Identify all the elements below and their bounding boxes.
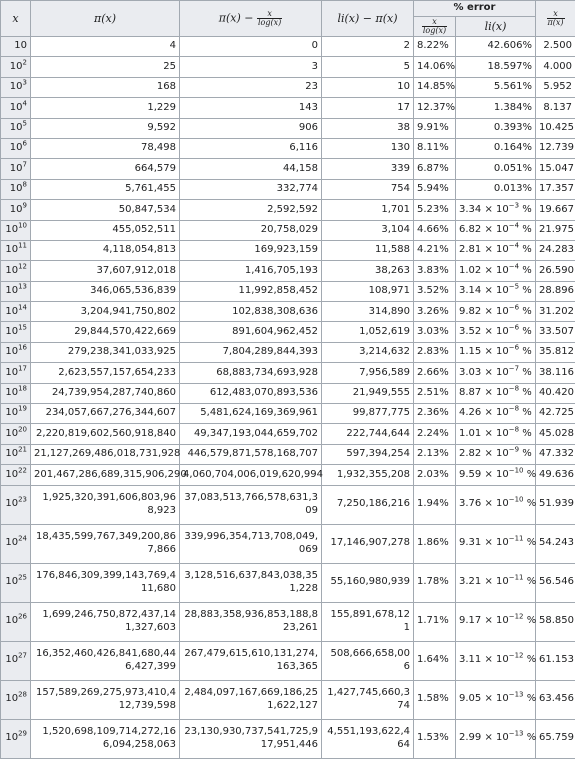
cell-li-minus-pi: 11,588 [322, 240, 414, 260]
cell-pi: 2,220,819,602,560,918,840 [31, 424, 180, 444]
cell-x: $10^7$ [1, 159, 31, 179]
cell-pi: 1,520,698,109,714,272,166,094,258,063 [31, 719, 180, 758]
cell-pi-minus: 612,483,070,893,536 [180, 383, 322, 403]
cell-error-log: 2.03% [414, 465, 456, 485]
cell-li-minus-pi: 1,052,619 [322, 322, 414, 342]
cell-error-li: $8.87 \times 10^{-8}$ % [456, 383, 536, 403]
table-row [1, 159, 575, 179]
cell-error-li: $3.76 \times 10^{-10}$ % [456, 485, 536, 524]
table-row [1, 563, 575, 602]
cell-pi-minus: 1,416,705,193 [180, 261, 322, 281]
cell-error-log: 8.11% [414, 138, 456, 158]
cell-ratio: 45.028 [536, 424, 575, 444]
cell-x: $10^{16}$ [1, 342, 31, 362]
cell-pi-minus: 6,116 [180, 138, 322, 158]
cell-error-log: 1.64% [414, 641, 456, 680]
cell-pi-minus: 20,758,029 [180, 220, 322, 240]
cell-x: $10^{23}$ [1, 485, 31, 524]
cell-error-li: $1.01 \times 10^{-8}$ % [456, 424, 536, 444]
cell-li-minus-pi: 508,666,658,006 [322, 641, 414, 680]
cell-x: $10^{12}$ [1, 261, 31, 281]
cell-li-minus-pi: 17 [322, 98, 414, 118]
fraction-x-over-log-x-sub: $\frac{x}{\log(x)}$ [422, 17, 447, 35]
cell-li-minus-pi: 130 [322, 138, 414, 158]
table-row [1, 261, 575, 281]
header-x: x [1, 1, 31, 37]
cell-x: $10^{21}$ [1, 444, 31, 464]
cell-x: $10^{22}$ [1, 465, 31, 485]
cell-li-minus-pi: 1,932,355,208 [322, 465, 414, 485]
cell-pi: 29,844,570,422,669 [31, 322, 180, 342]
cell-error-li: 0.164% [456, 138, 536, 158]
table-row [1, 602, 575, 641]
table-row [1, 200, 575, 220]
cell-ratio: 5.952 [536, 77, 575, 97]
cell-pi-minus: 7,804,289,844,393 [180, 342, 322, 362]
cell-x: $10^{18}$ [1, 383, 31, 403]
table-row [1, 240, 575, 260]
cell-li-minus-pi: 222,744,644 [322, 424, 414, 444]
table-row [1, 719, 575, 758]
cell-pi: 25 [31, 57, 180, 77]
cell-pi-minus: 891,604,962,452 [180, 322, 322, 342]
header-pi-minus-x-over-log: π(x) − $\frac{x}{\log(x)}$ [180, 1, 322, 37]
cell-x: $10^{28}$ [1, 680, 31, 719]
cell-error-li: 18.597% [456, 57, 536, 77]
cell-x: $10^5$ [1, 118, 31, 138]
cell-error-log: 8.22% [414, 37, 456, 57]
cell-ratio: 35.812 [536, 342, 575, 362]
cell-error-log: 6.87% [414, 159, 456, 179]
cell-pi-minus: 3 [180, 57, 322, 77]
table-row [1, 404, 575, 424]
cell-ratio: 47.332 [536, 444, 575, 464]
cell-error-li: $4.26 \times 10^{-8}$ % [456, 404, 536, 424]
cell-ratio: 54.243 [536, 524, 575, 563]
header-error-x-over-log [414, 17, 456, 37]
cell-pi: 2,623,557,157,654,233 [31, 363, 180, 383]
cell-error-li: $3.03 \times 10^{-7}$ % [456, 363, 536, 383]
table-row [1, 302, 575, 322]
cell-error-log: 3.26% [414, 302, 456, 322]
cell-ratio: 15.047 [536, 159, 575, 179]
cell-pi-minus: 11,992,858,452 [180, 281, 322, 301]
cell-ratio: 31.202 [536, 302, 575, 322]
table-row [1, 485, 575, 524]
cell-pi: 4 [31, 37, 180, 57]
table-row [1, 465, 575, 485]
cell-pi-minus: 0 [180, 37, 322, 57]
cell-li-minus-pi: 314,890 [322, 302, 414, 322]
table-row [1, 77, 575, 97]
cell-error-li: $9.05 \times 10^{-13}$ % [456, 680, 536, 719]
cell-pi: 201,467,286,689,315,906,290 [31, 465, 180, 485]
cell-x: $10^8$ [1, 179, 31, 199]
cell-ratio: 42.725 [536, 404, 575, 424]
table-row [1, 342, 575, 362]
cell-error-log: 2.51% [414, 383, 456, 403]
cell-error-li: $3.52 \times 10^{-6}$ % [456, 322, 536, 342]
cell-error-log: 4.21% [414, 240, 456, 260]
cell-error-log: 3.03% [414, 322, 456, 342]
cell-ratio: 10.425 [536, 118, 575, 138]
header-pi: π(x) [31, 1, 180, 37]
cell-error-li: $1.02 \times 10^{-4}$ % [456, 261, 536, 281]
cell-li-minus-pi: 7,956,589 [322, 363, 414, 383]
cell-ratio: 24.283 [536, 240, 575, 260]
cell-error-log: 2.24% [414, 424, 456, 444]
cell-li-minus-pi: 21,949,555 [322, 383, 414, 403]
cell-pi-minus: 44,158 [180, 159, 322, 179]
cell-x: $10^{24}$ [1, 524, 31, 563]
cell-ratio: 26.590 [536, 261, 575, 281]
cell-error-log: 1.71% [414, 602, 456, 641]
cell-pi: 3,204,941,750,802 [31, 302, 180, 322]
cell-error-log: 14.85% [414, 77, 456, 97]
table-row [1, 37, 575, 57]
table-row [1, 680, 575, 719]
cell-ratio: 2.500 [536, 37, 575, 57]
cell-x: $10^9$ [1, 200, 31, 220]
cell-ratio: 28.896 [536, 281, 575, 301]
table-row [1, 363, 575, 383]
cell-ratio: 58.850 [536, 602, 575, 641]
cell-li-minus-pi: 3,214,632 [322, 342, 414, 362]
cell-ratio: 33.507 [536, 322, 575, 342]
cell-error-li: $1.15 \times 10^{-6}$ % [456, 342, 536, 362]
cell-error-log: 1.86% [414, 524, 456, 563]
cell-pi-minus: 143 [180, 98, 322, 118]
cell-pi-minus: 68,883,734,693,928 [180, 363, 322, 383]
cell-li-minus-pi: 17,146,907,278 [322, 524, 414, 563]
cell-pi-minus: 23,130,930,737,541,725,917,951,446 [180, 719, 322, 758]
cell-ratio: 51.939 [536, 485, 575, 524]
table-row [1, 383, 575, 403]
cell-error-log: 1.53% [414, 719, 456, 758]
cell-x: $10^{27}$ [1, 641, 31, 680]
cell-li-minus-pi: 38 [322, 118, 414, 138]
cell-pi-minus: 5,481,624,169,369,961 [180, 404, 322, 424]
cell-error-li: $2.99 \times 10^{-13}$ % [456, 719, 536, 758]
cell-error-log: 1.78% [414, 563, 456, 602]
cell-x: $10^{20}$ [1, 424, 31, 444]
cell-ratio: 49.636 [536, 465, 575, 485]
cell-pi: 78,498 [31, 138, 180, 158]
table-row [1, 98, 575, 118]
cell-x: $10^{19}$ [1, 404, 31, 424]
cell-li-minus-pi: 99,877,775 [322, 404, 414, 424]
table-row [1, 322, 575, 342]
table-row [1, 641, 575, 680]
cell-pi-minus: 102,838,308,636 [180, 302, 322, 322]
cell-error-li: $3.21 \times 10^{-11}$ % [456, 563, 536, 602]
cell-error-li: $9.31 \times 10^{-11}$ % [456, 524, 536, 563]
cell-x: $10^{10}$ [1, 220, 31, 240]
cell-pi-minus: 169,923,159 [180, 240, 322, 260]
cell-error-log: 2.13% [414, 444, 456, 464]
cell-x: $10^{29}$ [1, 719, 31, 758]
cell-pi-minus: 267,479,615,610,131,274,163,365 [180, 641, 322, 680]
cell-error-log: 2.66% [414, 363, 456, 383]
cell-pi-minus: 906 [180, 118, 322, 138]
cell-x: 10 [1, 37, 31, 57]
cell-error-li: $3.11 \times 10^{-12}$ % [456, 641, 536, 680]
cell-error-log: 5.94% [414, 179, 456, 199]
cell-pi: 16,352,460,426,841,680,446,427,399 [31, 641, 180, 680]
cell-ratio: 21.975 [536, 220, 575, 240]
cell-ratio: 4.000 [536, 57, 575, 77]
cell-error-li: $9.82 \times 10^{-6}$ % [456, 302, 536, 322]
cell-ratio: 12.739 [536, 138, 575, 158]
cell-error-log: 4.66% [414, 220, 456, 240]
cell-li-minus-pi: 754 [322, 179, 414, 199]
cell-pi: 5,761,455 [31, 179, 180, 199]
cell-x: $10^4$ [1, 98, 31, 118]
cell-error-li: 0.013% [456, 179, 536, 199]
header-error-li: li(x) [456, 17, 536, 37]
cell-ratio: 19.667 [536, 200, 575, 220]
header-percent-error: % error [414, 1, 536, 17]
cell-pi-minus: 4,060,704,006,019,620,994 [180, 465, 322, 485]
cell-pi: 234,057,667,276,344,607 [31, 404, 180, 424]
cell-error-log: 12.37% [414, 98, 456, 118]
cell-pi: 157,589,269,275,973,410,412,739,598 [31, 680, 180, 719]
cell-error-log: 1.58% [414, 680, 456, 719]
cell-pi-minus: 28,883,358,936,853,188,823,261 [180, 602, 322, 641]
cell-error-log: 5.23% [414, 200, 456, 220]
cell-ratio: 61.153 [536, 641, 575, 680]
cell-pi-minus: 49,347,193,044,659,702 [180, 424, 322, 444]
cell-error-li: 1.384% [456, 98, 536, 118]
cell-pi: 455,052,511 [31, 220, 180, 240]
cell-pi: 4,118,054,813 [31, 240, 180, 260]
cell-li-minus-pi: 7,250,186,216 [322, 485, 414, 524]
cell-pi-minus: 339,996,354,713,708,049,069 [180, 524, 322, 563]
cell-li-minus-pi: 1,427,745,660,374 [322, 680, 414, 719]
cell-pi: 21,127,269,486,018,731,928 [31, 444, 180, 464]
cell-pi-minus: 23 [180, 77, 322, 97]
cell-pi: 664,579 [31, 159, 180, 179]
fraction-x-over-log-x: $\frac{x}{\log(x)}$ [257, 9, 282, 27]
cell-error-log: 9.91% [414, 118, 456, 138]
cell-pi-minus: 2,592,592 [180, 200, 322, 220]
cell-pi: 50,847,534 [31, 200, 180, 220]
cell-ratio: 8.137 [536, 98, 575, 118]
cell-x: $10^{14}$ [1, 302, 31, 322]
cell-x: $10^6$ [1, 138, 31, 158]
table-row [1, 220, 575, 240]
cell-error-log: 2.83% [414, 342, 456, 362]
cell-pi: 346,065,536,839 [31, 281, 180, 301]
table-row [1, 281, 575, 301]
cell-pi-minus: 2,484,097,167,669,186,251,622,127 [180, 680, 322, 719]
cell-error-log: 1.94% [414, 485, 456, 524]
header-li-minus-pi: li(x) − π(x) [322, 1, 414, 37]
cell-error-log: 2.36% [414, 404, 456, 424]
cell-error-li: $2.81 \times 10^{-4}$ % [456, 240, 536, 260]
cell-ratio: 56.546 [536, 563, 575, 602]
cell-pi: 9,592 [31, 118, 180, 138]
cell-pi: 18,435,599,767,349,200,867,866 [31, 524, 180, 563]
fraction-x-over-pi: $\frac{x}{\pi(x)}$ [547, 9, 564, 27]
cell-ratio: 63.456 [536, 680, 575, 719]
cell-error-li: $2.82 \times 10^{-9}$ % [456, 444, 536, 464]
cell-li-minus-pi: 597,394,254 [322, 444, 414, 464]
cell-error-log: 14.06% [414, 57, 456, 77]
header-x-over-pi [536, 1, 575, 37]
cell-error-li: $3.34 \times 10^{-3}$ % [456, 200, 536, 220]
cell-error-li: 42.606% [456, 37, 536, 57]
cell-error-li: $6.82 \times 10^{-4}$ % [456, 220, 536, 240]
cell-li-minus-pi: 4,551,193,622,464 [322, 719, 414, 758]
cell-x: $10^{17}$ [1, 363, 31, 383]
cell-li-minus-pi: 339 [322, 159, 414, 179]
cell-error-li: 5.561% [456, 77, 536, 97]
cell-li-minus-pi: 155,891,678,121 [322, 602, 414, 641]
cell-li-minus-pi: 38,263 [322, 261, 414, 281]
cell-pi: 176,846,309,399,143,769,411,680 [31, 563, 180, 602]
cell-x: $10^{11}$ [1, 240, 31, 260]
cell-pi: 24,739,954,287,740,860 [31, 383, 180, 403]
cell-li-minus-pi: 2 [322, 37, 414, 57]
table-row [1, 118, 575, 138]
cell-error-li: $9.17 \times 10^{-12}$ % [456, 602, 536, 641]
table-body [1, 37, 575, 759]
cell-pi: 1,925,320,391,606,803,968,923 [31, 485, 180, 524]
table-row [1, 424, 575, 444]
cell-pi-minus: 37,083,513,766,578,631,309 [180, 485, 322, 524]
table-row [1, 444, 575, 464]
cell-ratio: 40.420 [536, 383, 575, 403]
cell-pi: 168 [31, 77, 180, 97]
cell-error-li: 0.393% [456, 118, 536, 138]
cell-pi-minus: 332,774 [180, 179, 322, 199]
cell-li-minus-pi: 1,701 [322, 200, 414, 220]
cell-li-minus-pi: 108,971 [322, 281, 414, 301]
table-row [1, 179, 575, 199]
cell-li-minus-pi: 5 [322, 57, 414, 77]
cell-li-minus-pi: 55,160,980,939 [322, 563, 414, 602]
cell-pi-minus: 446,579,871,578,168,707 [180, 444, 322, 464]
cell-error-log: 3.83% [414, 261, 456, 281]
cell-pi: 279,238,341,033,925 [31, 342, 180, 362]
cell-x: $10^3$ [1, 77, 31, 97]
cell-error-log: 3.52% [414, 281, 456, 301]
table-row [1, 57, 575, 77]
cell-ratio: 17.357 [536, 179, 575, 199]
cell-x: $10^{13}$ [1, 281, 31, 301]
cell-x: $10^{15}$ [1, 322, 31, 342]
cell-x: $10^{26}$ [1, 602, 31, 641]
table-row [1, 524, 575, 563]
table-row [1, 138, 575, 158]
cell-error-li: $3.14 \times 10^{-5}$ % [456, 281, 536, 301]
cell-pi-minus: 3,128,516,637,843,038,351,228 [180, 563, 322, 602]
cell-ratio: 65.759 [536, 719, 575, 758]
cell-error-li: 0.051% [456, 159, 536, 179]
cell-ratio: 38.116 [536, 363, 575, 383]
cell-x: $10^2$ [1, 57, 31, 77]
cell-x: $10^{25}$ [1, 563, 31, 602]
cell-pi: 37,607,912,018 [31, 261, 180, 281]
cell-li-minus-pi: 10 [322, 77, 414, 97]
cell-pi: 1,229 [31, 98, 180, 118]
cell-pi: 1,699,246,750,872,437,141,327,603 [31, 602, 180, 641]
cell-error-li: $9.59 \times 10^{-10}$ % [456, 465, 536, 485]
cell-li-minus-pi: 3,104 [322, 220, 414, 240]
